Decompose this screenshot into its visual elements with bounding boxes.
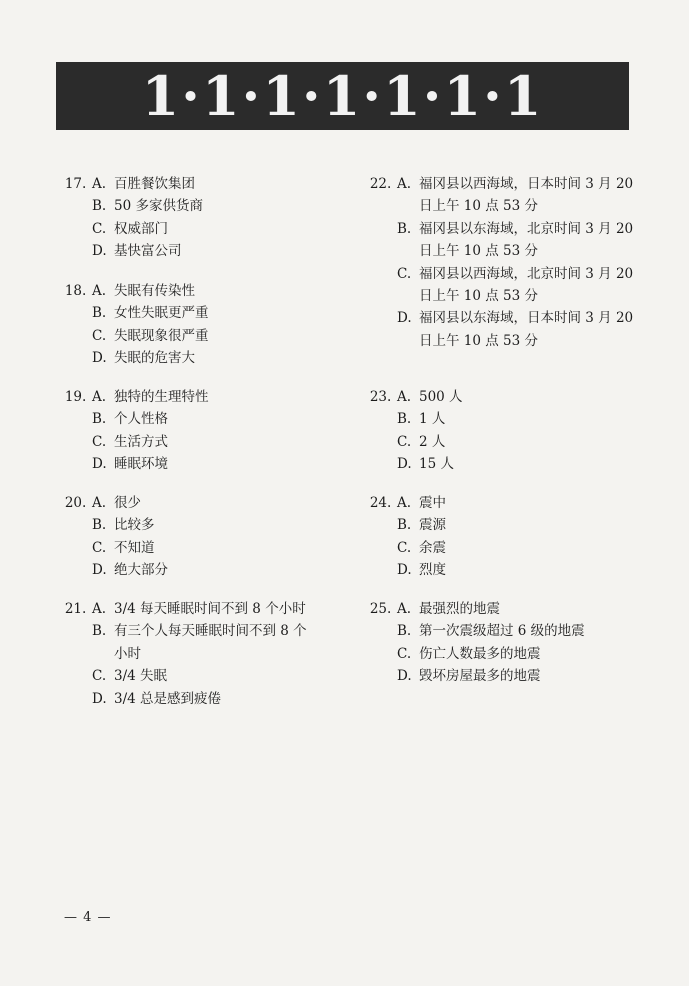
- option-text: 有三个人每天睡眠时间不到 8 个: [114, 623, 307, 640]
- option-row: [50, 453, 335, 475]
- number-separator: [82, 431, 92, 453]
- option-row: [50, 302, 335, 324]
- question-number: [50, 240, 82, 262]
- option-text: 福冈县以东海域，日本时间 3 月 20: [419, 310, 634, 327]
- option-row: [355, 665, 645, 687]
- question-number: [355, 307, 387, 329]
- option-letter: [397, 330, 419, 352]
- option-text: 很少: [114, 495, 141, 511]
- question-number: 21: [64, 601, 82, 617]
- question-number: [355, 330, 387, 352]
- option-letter: B.: [397, 411, 412, 428]
- option-letter: B.: [397, 220, 412, 237]
- number-separator: [387, 218, 397, 240]
- number-separator: [82, 240, 92, 262]
- option-row: [50, 559, 335, 581]
- option-letter: C.: [92, 327, 107, 344]
- number-separator: [387, 330, 397, 352]
- option-row: [355, 195, 645, 217]
- option-text: 基快富公司: [114, 243, 182, 260]
- option-text: 1 人: [419, 411, 446, 428]
- question-number: [355, 218, 387, 240]
- question-number: [50, 643, 82, 665]
- option-letter: B.: [92, 198, 107, 215]
- option-row: [355, 408, 645, 430]
- option-letter: B.: [92, 517, 107, 534]
- question-20: [50, 492, 335, 582]
- option-letter: B.: [92, 623, 107, 640]
- option-letter: [92, 643, 114, 665]
- option-letter: A.: [397, 176, 412, 192]
- option-row: [355, 285, 645, 307]
- question-number: [50, 347, 82, 369]
- option-letter: A.: [397, 495, 412, 511]
- option-text: 福冈县以西海域，日本时间 3 月 20: [419, 176, 634, 192]
- question-number: 24: [369, 495, 387, 511]
- option-letter: [397, 285, 419, 307]
- number-separator: [387, 240, 397, 262]
- question-number: [355, 263, 387, 285]
- number-separator: [387, 263, 397, 285]
- number-separator: [82, 559, 92, 581]
- option-text: 日上午 10 点 53 分: [419, 332, 539, 349]
- option-text: 比较多: [114, 517, 155, 534]
- option-row: [50, 325, 335, 347]
- number-separator: [387, 195, 397, 217]
- option-row: [355, 240, 645, 262]
- question-number: [50, 537, 82, 559]
- option-text: 日上午 10 点 53 分: [419, 198, 539, 215]
- option-letter: A.: [92, 176, 107, 192]
- option-text: 不知道: [114, 539, 155, 556]
- question-number: [50, 688, 82, 710]
- option-row: [50, 688, 335, 710]
- option-letter: D.: [397, 310, 412, 327]
- option-row: [50, 620, 335, 642]
- question-number: [50, 559, 82, 581]
- option-text: 小时: [114, 645, 141, 662]
- question-number: [355, 514, 387, 536]
- question-17: [50, 173, 335, 263]
- number-separator: [387, 620, 397, 642]
- question-number: [50, 195, 82, 217]
- number-separator: [82, 408, 92, 430]
- number-separator: .: [387, 389, 392, 405]
- question-number: [50, 514, 82, 536]
- option-letter: D.: [92, 690, 107, 707]
- option-text: 失眠现象很严重: [114, 327, 209, 344]
- number-separator: .: [82, 283, 87, 299]
- number-separator: [387, 514, 397, 536]
- option-row: [355, 307, 645, 329]
- question-number: [355, 559, 387, 581]
- option-row: [355, 453, 645, 475]
- question-21: [50, 598, 335, 710]
- option-row: [355, 492, 645, 514]
- option-letter: [397, 240, 419, 262]
- question-number: [355, 537, 387, 559]
- option-row: [355, 514, 645, 536]
- question-number: [355, 431, 387, 453]
- question-number: [50, 431, 82, 453]
- number-separator: [82, 453, 92, 475]
- option-text: 独特的生理特性: [114, 389, 209, 405]
- option-text: 3/4 每天睡眠时间不到 8 个小时: [114, 601, 306, 617]
- number-separator: [387, 408, 397, 430]
- number-separator: [82, 643, 92, 665]
- question-number: [50, 408, 82, 430]
- option-letter: D.: [397, 456, 412, 473]
- option-text: 生活方式: [114, 433, 168, 450]
- page-number: — 4 —: [64, 910, 112, 925]
- option-text: 女性失眠更严重: [114, 305, 209, 322]
- option-letter: C.: [397, 539, 412, 556]
- option-text: 福冈县以东海域，北京时间 3 月 20: [419, 220, 634, 237]
- number-separator: .: [387, 495, 392, 511]
- question-number: [50, 218, 82, 240]
- option-text: 睡眠环境: [114, 456, 168, 473]
- option-letter: A.: [92, 495, 107, 511]
- number-separator: [82, 218, 92, 240]
- option-row: [50, 280, 335, 302]
- option-text: 最强烈的地震: [419, 601, 500, 617]
- question-number: 18: [64, 283, 82, 299]
- option-letter: B.: [92, 411, 107, 428]
- option-letter: D.: [92, 562, 107, 579]
- option-text: 3/4 总是感到疲倦: [114, 690, 222, 707]
- number-separator: [387, 559, 397, 581]
- option-row: [50, 431, 335, 453]
- option-text: 震源: [419, 517, 446, 534]
- header-banner: [56, 62, 629, 130]
- option-text: 2 人: [419, 433, 446, 450]
- number-separator: [387, 431, 397, 453]
- number-separator: [387, 453, 397, 475]
- number-separator: [82, 514, 92, 536]
- option-text: 500 人: [419, 389, 463, 405]
- option-row: [50, 598, 335, 620]
- number-separator: [387, 285, 397, 307]
- question-number: [355, 240, 387, 262]
- number-separator: .: [82, 601, 87, 617]
- option-text: 权威部门: [114, 220, 168, 237]
- question-number: [50, 325, 82, 347]
- number-separator: [387, 537, 397, 559]
- question-23: [355, 386, 645, 476]
- option-text: 15 人: [419, 456, 454, 473]
- option-letter: A.: [92, 601, 107, 617]
- option-row: [50, 537, 335, 559]
- option-row: [50, 386, 335, 408]
- option-row: [355, 643, 645, 665]
- question-18: [50, 280, 335, 370]
- question-number: 17: [64, 176, 82, 192]
- option-letter: [397, 195, 419, 217]
- number-separator: [82, 620, 92, 642]
- question-number: [355, 195, 387, 217]
- option-text: 失眠有传染性: [114, 283, 195, 299]
- number-separator: .: [387, 176, 392, 192]
- option-letter: D.: [92, 350, 107, 367]
- option-letter: A.: [92, 283, 107, 299]
- option-row: [50, 514, 335, 536]
- option-row: [50, 218, 335, 240]
- option-row: [50, 347, 335, 369]
- question-number: [355, 408, 387, 430]
- option-letter: B.: [92, 305, 107, 322]
- question-number: [355, 643, 387, 665]
- option-text: 百胜餐饮集团: [114, 176, 195, 192]
- number-separator: [82, 537, 92, 559]
- number-separator: [82, 325, 92, 347]
- option-text: 50 多家供货商: [114, 198, 203, 215]
- question-number: [355, 620, 387, 642]
- option-row: [50, 492, 335, 514]
- question-number: 23: [369, 389, 387, 405]
- option-row: [50, 408, 335, 430]
- question-number: [50, 453, 82, 475]
- number-separator: [82, 302, 92, 324]
- number-separator: .: [82, 176, 87, 192]
- option-text: 烈度: [419, 562, 446, 579]
- option-row: [355, 218, 645, 240]
- option-row: [355, 173, 645, 195]
- number-separator: .: [82, 495, 87, 511]
- number-separator: [387, 307, 397, 329]
- option-text: 日上午 10 点 53 分: [419, 243, 539, 260]
- number-separator: [82, 688, 92, 710]
- number-separator: [82, 665, 92, 687]
- option-row: [50, 173, 335, 195]
- question-number: 25: [369, 601, 387, 617]
- question-number: [50, 620, 82, 642]
- option-letter: C.: [397, 265, 412, 282]
- question-number: 22: [369, 176, 387, 192]
- option-row: [355, 263, 645, 285]
- option-letter: B.: [397, 517, 412, 534]
- option-letter: C.: [397, 433, 412, 450]
- option-text: 毁坏房屋最多的地震: [419, 668, 541, 685]
- option-text: 日上午 10 点 53 分: [419, 288, 539, 305]
- option-row: [355, 620, 645, 642]
- option-letter: C.: [397, 645, 412, 662]
- option-text: 震中: [419, 495, 446, 511]
- option-letter: D.: [92, 456, 107, 473]
- option-row: [355, 431, 645, 453]
- option-letter: D.: [397, 668, 412, 685]
- option-row: [355, 598, 645, 620]
- option-text: 绝大部分: [114, 562, 168, 579]
- question-number: [50, 302, 82, 324]
- number-separator: [387, 665, 397, 687]
- question-number: [355, 453, 387, 475]
- number-separator: [82, 347, 92, 369]
- option-letter: D.: [92, 243, 107, 260]
- option-letter: C.: [92, 220, 107, 237]
- option-letter: C.: [92, 668, 107, 685]
- option-letter: A.: [397, 601, 412, 617]
- option-text: 3/4 失眠: [114, 668, 168, 685]
- question-number: 20: [64, 495, 82, 511]
- option-text: 伤亡人数最多的地震: [419, 645, 541, 662]
- option-row: [355, 537, 645, 559]
- option-row: [355, 559, 645, 581]
- number-separator: [387, 643, 397, 665]
- option-row: [50, 240, 335, 262]
- number-separator: .: [387, 601, 392, 617]
- question-number: [355, 665, 387, 687]
- option-text: 福冈县以西海域，北京时间 3 月 20: [419, 265, 634, 282]
- option-letter: C.: [92, 433, 107, 450]
- question-number: [355, 285, 387, 307]
- question-number: [50, 665, 82, 687]
- option-text: 失眠的危害大: [114, 350, 195, 367]
- banner-text: 1·1·1·1·1·1·1: [141, 64, 544, 128]
- option-letter: A.: [397, 389, 412, 405]
- option-row: [50, 665, 335, 687]
- option-letter: B.: [397, 623, 412, 640]
- option-row: [355, 386, 645, 408]
- question-22: [355, 173, 645, 352]
- question-19: [50, 386, 335, 476]
- option-letter: C.: [92, 539, 107, 556]
- option-text: 余震: [419, 539, 446, 556]
- number-separator: .: [82, 389, 87, 405]
- option-row: [50, 195, 335, 217]
- option-text: 第一次震级超过 6 级的地震: [419, 623, 585, 640]
- option-row: [355, 330, 645, 352]
- option-letter: A.: [92, 389, 107, 405]
- question-24: [355, 492, 645, 582]
- number-separator: [82, 195, 92, 217]
- question-number: 19: [64, 389, 82, 405]
- question-25: [355, 598, 645, 688]
- option-row: [50, 643, 335, 665]
- option-text: 个人性格: [114, 411, 168, 428]
- option-letter: D.: [397, 562, 412, 579]
